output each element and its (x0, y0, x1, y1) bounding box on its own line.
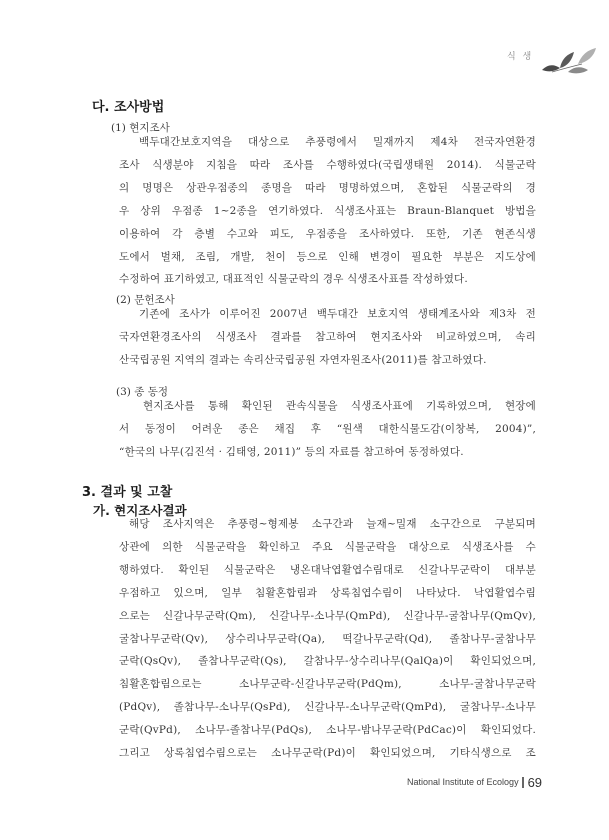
subsection-3-title: (3) 종 동정 (116, 386, 168, 398)
text-line: 그리고 상록침엽수림으로는 소나무군락(Pd)이 확인되었으며, 기타식생으로 조 (119, 747, 536, 760)
text-line: 군락(QsQv), 졸참나무군락(Qs), 갈참나무-상수리나무(QalQa)이 확인되었으며, (119, 655, 536, 668)
subsection-ga-title: 가. 현지조사결과 (93, 503, 187, 518)
subsection-1-body (119, 131, 536, 291)
text-line: 국자연환경조사의 식생조사 결과를 참고하여 현지조사와 비교하였으며, 속리 (119, 330, 536, 343)
text-line: 수정하여 표기하였고, 대표적인 식물군락의 경우 식생조사표를 작성하였다. (119, 273, 468, 286)
subsection-1-title: (1) 현지조사 (111, 122, 170, 134)
text-line: 상관에 의한 식물군락을 확인하고 주요 식물군락을 대상으로 식생조사를 수 (119, 540, 536, 553)
text-line: 서 동정이 어려운 종은 채집 후 “원색 대한식물도감(이창복, 2004)”, (119, 422, 536, 435)
text-line: “한국의 나무(김진석 · 김태영, 2011)” 등의 자료를 참고하여 동정하였다. (119, 445, 464, 458)
section-d-title: 다. 조사방법 (92, 100, 165, 115)
section-3-title: 3. 결과 및 고찰 (82, 485, 173, 500)
text-line: (PdQv), 졸참나무-소나무(QsPd), 신갈나무-소나무군락(QmPd), 굴참나무-소나무 (119, 701, 536, 714)
page-footer (407, 775, 542, 790)
text-line: 군락(QvPd), 소나무-졸참나무(PdQs), 소나무-밤나무군락(PdCac)이 확인되었다. (119, 724, 536, 737)
text-line: 침활혼합림으로는 소나무군락-신갈나무군락(PdQm), 소나무-굴참나무군락 (119, 678, 536, 691)
text-line: 굴참나무군락(Qv), 상수리나무군락(Qa), 떡갈나무군락(Qd), 졸참나무-굴참나무 (119, 632, 536, 645)
text-line: 우점하고 있으며, 일부 침활혼합림과 상록침엽수림이 나타났다. 낙엽활엽수림 (119, 586, 536, 599)
section-label: 식 생 (507, 52, 534, 62)
institute-name: National Institute of Ecology (407, 776, 519, 787)
text-line: 행하였다. 확인된 식물군락은 냉온대낙엽활엽수림대로 신갈나무군락이 대부분 (119, 563, 536, 576)
text-line: 으로는 신갈나무군락(Qm), 신갈나무-소나무(QmPd), 신갈나무-굴참나무(QmQv), (119, 609, 536, 622)
page-number: 69 (527, 775, 543, 790)
subsection-3-body (119, 395, 536, 464)
text-line: 산국립공원 지역의 결과는 속리산국립공원 자연자원조사(2011)를 참고하였다. (119, 353, 487, 366)
text-line: 백두대간보호지역을 대상으로 추풍령에서 밀재까지 제4차 전국자연환경 (139, 136, 536, 148)
leaf-ornament-icon (538, 42, 598, 78)
subsection-ga-body (119, 513, 536, 765)
text-line: 해당 조사지역은 추풍령~형제봉 소구간과 늘재~밀재 소구간으로 구분되며 (129, 518, 536, 530)
text-line: 기존에 조사가 이루어진 2007년 백두대간 보호지역 생태계조사와 제3차 전 (139, 308, 536, 320)
subsection-2-body (119, 303, 536, 372)
text-line: 현지조사를 통해 확인된 관속식물을 식생조사표에 기록하였으며, 현장에 (143, 400, 536, 412)
footer-divider (522, 777, 524, 788)
text-line: 도에서 벌채, 조림, 개발, 천이 등으로 인해 변경이 필요한 부분은 지도상에 (119, 250, 536, 263)
subsection-2-title: (2) 문헌조사 (116, 294, 175, 306)
text-line: 이용하여 각 층별 수고와 피도, 우점종을 조사하였다. 또한, 기존 현존식생 (119, 227, 536, 240)
text-line: 조사 식생분야 지침을 따라 조사를 수행하였다(국립생태원 2014). 식물군락 (119, 158, 536, 171)
text-line: 우 상위 우점종 1~2종을 연기하였다. 식생조사표는 Braun-Blanquet 방법을 (119, 204, 536, 217)
text-line: 의 명명은 상관우점종의 종명을 따라 명명하였으며, 혼합된 식물군락의 경 (119, 181, 536, 194)
